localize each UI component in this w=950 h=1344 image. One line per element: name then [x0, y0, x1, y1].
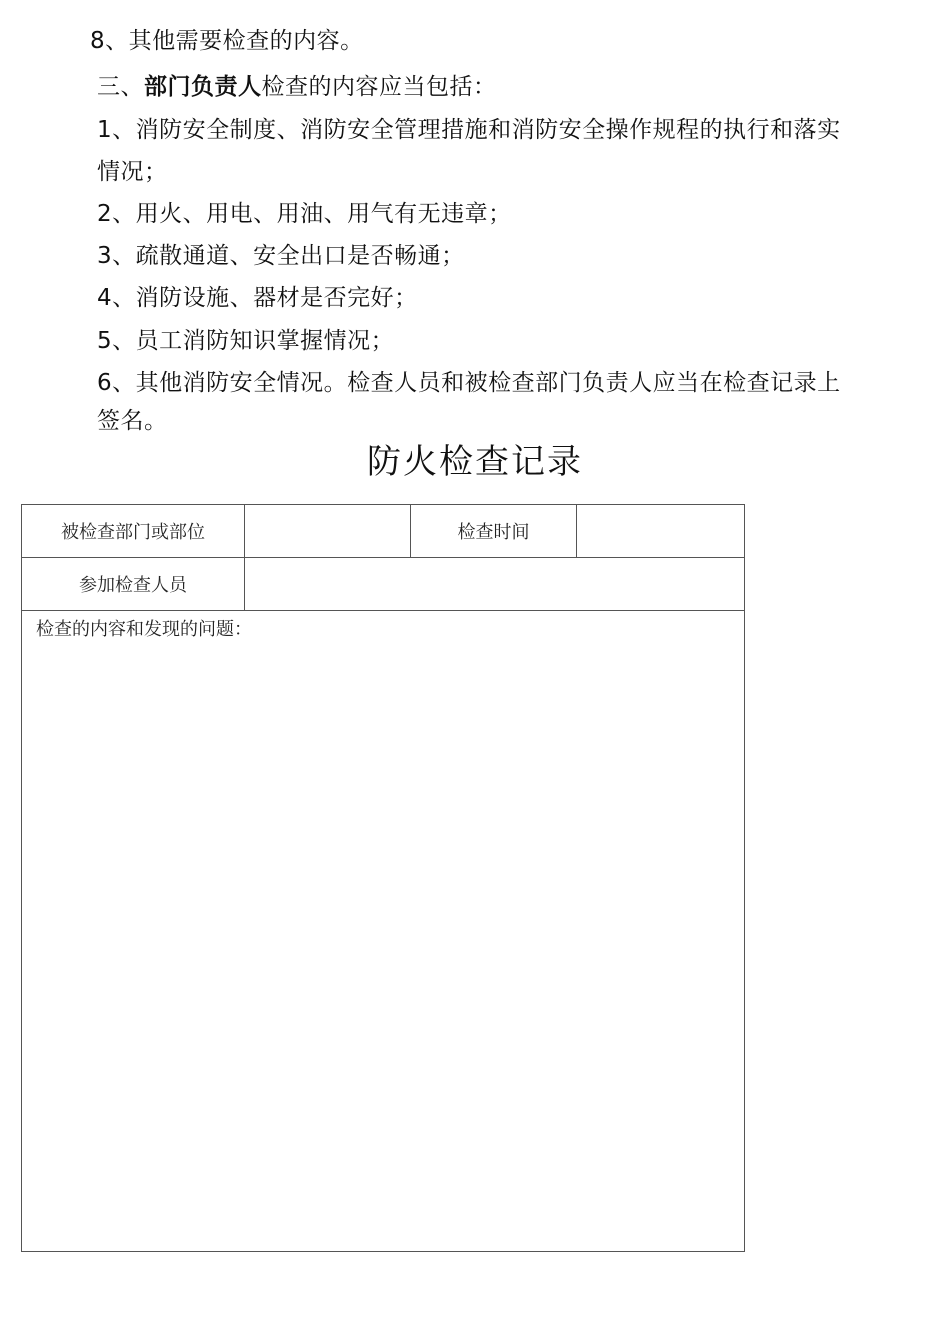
- dept-value-field[interactable]: [245, 505, 411, 558]
- time-label-cell: 检查时间: [411, 505, 577, 558]
- dept-label-cell: 被检查部门或部位: [22, 505, 245, 558]
- list-item-6-line-1: 6、其他消防安全情况。检查人员和被检查部门负责人应当在检查记录上: [97, 370, 841, 396]
- list-item-2: 2、用火、用电、用油、用气有无违章；: [97, 201, 512, 227]
- inspection-content-field[interactable]: [22, 611, 745, 1252]
- list-item-6-line-2: 签名。: [97, 408, 168, 434]
- inspectors-label-cell: 参加检查人员: [22, 558, 245, 611]
- section-3-rest: 检查的内容应当包括：: [261, 74, 497, 100]
- fire-inspection-record-table: [21, 504, 745, 1252]
- record-title: 防火检查记录: [367, 442, 583, 482]
- section-3-bold-text: 部门负责人: [144, 74, 262, 100]
- table-row: [22, 505, 745, 558]
- section-3-heading: [97, 72, 497, 102]
- inspectors-value-field[interactable]: [245, 558, 745, 611]
- list-item-8: 8、其他需要检查的内容。: [90, 28, 364, 54]
- section-3-prefix: 三、: [97, 74, 144, 100]
- time-value-field[interactable]: [577, 505, 745, 558]
- list-item-3: 3、疏散通道、安全出口是否畅通；: [97, 243, 465, 269]
- list-item-1-line-2: 情况；: [97, 159, 168, 185]
- list-item-5: 5、员工消防知识掌握情况；: [97, 328, 395, 354]
- list-item-1-line-1: 1、消防安全制度、消防安全管理措施和消防安全操作规程的执行和落实: [97, 117, 841, 143]
- table-row: [22, 558, 745, 611]
- list-item-4: 4、消防设施、器材是否完好；: [97, 285, 418, 311]
- content-label: 检查的内容和发现的问题：: [36, 619, 252, 640]
- table-row: [22, 611, 745, 1252]
